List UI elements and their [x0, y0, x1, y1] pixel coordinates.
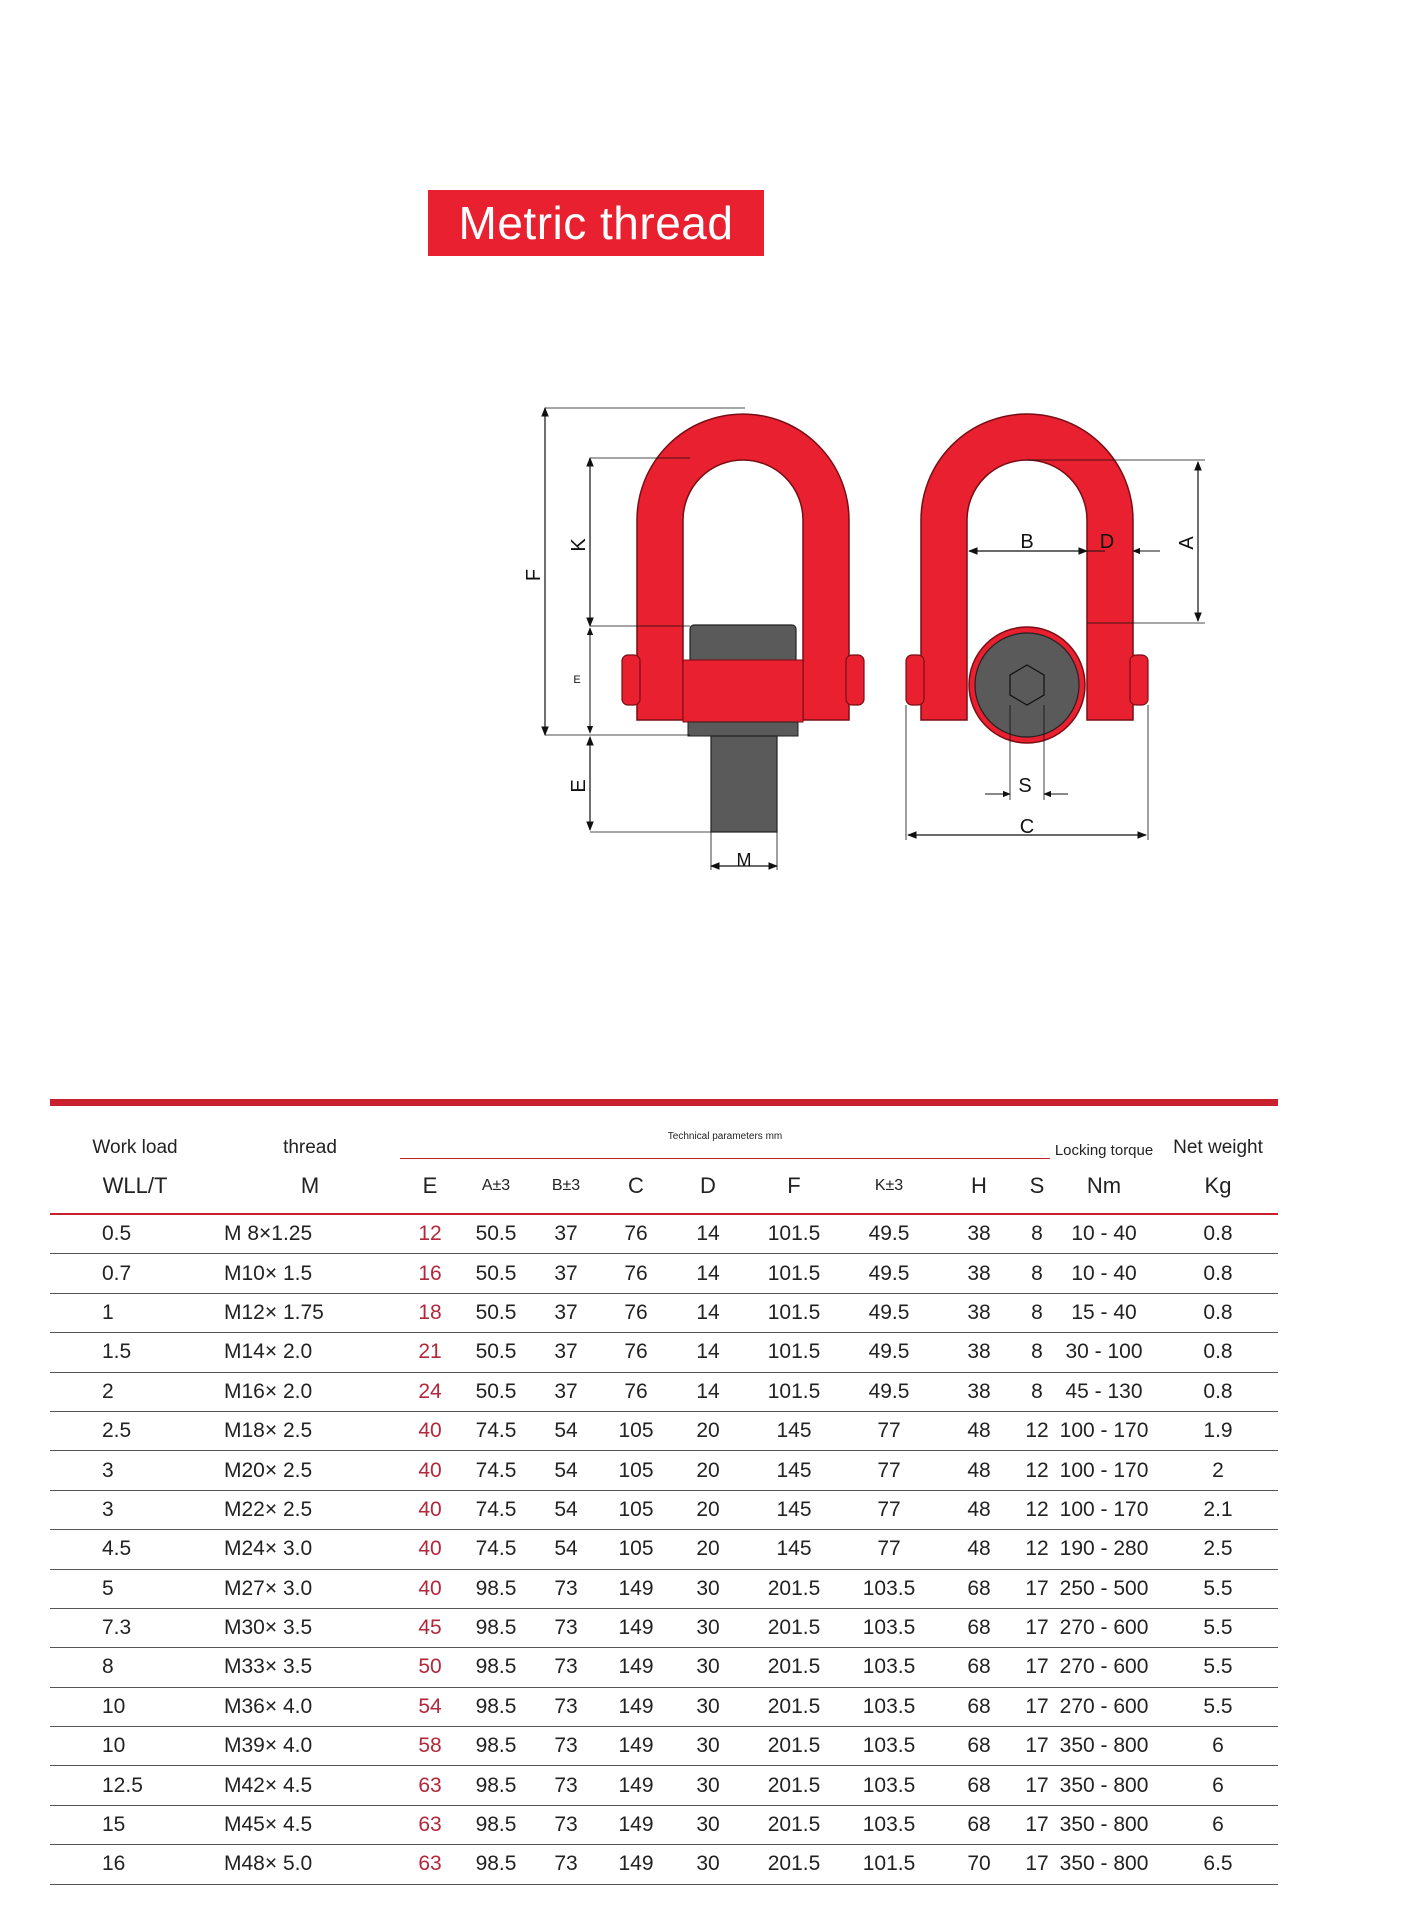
cell-k: 103.5: [844, 1766, 934, 1805]
cell-th: M14× 2.0: [220, 1333, 400, 1372]
cell-wl: 15: [50, 1805, 220, 1844]
cell-th: M42× 4.5: [220, 1766, 400, 1805]
cell-a: 74.5: [460, 1530, 532, 1569]
hdr-k: K±3: [844, 1159, 934, 1215]
cell-h: 68: [934, 1569, 1024, 1608]
cell-e: 40: [400, 1490, 460, 1529]
cell-e: 16: [400, 1254, 460, 1293]
cell-th: M45× 4.5: [220, 1805, 400, 1844]
cell-c: 149: [600, 1766, 672, 1805]
cell-c: 149: [600, 1569, 672, 1608]
cell-k: 77: [844, 1490, 934, 1529]
table-row: [50, 1490, 1278, 1529]
hoist-ring-diagram: [0, 380, 1415, 880]
cell-k: 103.5: [844, 1608, 934, 1647]
cell-a: 50.5: [460, 1293, 532, 1332]
hdr-a: A±3: [460, 1159, 532, 1215]
cell-s: 17: [1024, 1687, 1050, 1726]
cell-b: 37: [532, 1293, 600, 1332]
cell-kg: 6: [1158, 1727, 1278, 1766]
cell-d: 30: [672, 1687, 744, 1726]
cell-wl: 8: [50, 1648, 220, 1687]
table-row: [50, 1648, 1278, 1687]
cell-wl: 5: [50, 1569, 220, 1608]
cell-nm: 270 - 600: [1050, 1687, 1158, 1726]
dim-c-label: C: [1019, 816, 1035, 838]
cell-b: 54: [532, 1411, 600, 1450]
cell-nm: 100 - 170: [1050, 1451, 1158, 1490]
dim-a-label: A: [1176, 536, 1198, 550]
cell-d: 30: [672, 1727, 744, 1766]
cell-k: 49.5: [844, 1333, 934, 1372]
cell-th: M30× 3.5: [220, 1608, 400, 1647]
cell-s: 17: [1024, 1845, 1050, 1884]
cell-kg: 2.1: [1158, 1490, 1278, 1529]
cell-e: 21: [400, 1333, 460, 1372]
hdr-b: B±3: [532, 1159, 600, 1215]
cell-s: 12: [1024, 1451, 1050, 1490]
table-row: [50, 1530, 1278, 1569]
cell-e: 63: [400, 1766, 460, 1805]
cell-th: M24× 3.0: [220, 1530, 400, 1569]
cell-a: 50.5: [460, 1214, 532, 1254]
cell-h: 38: [934, 1333, 1024, 1372]
cell-f: 201.5: [744, 1805, 844, 1844]
cell-kg: 5.5: [1158, 1608, 1278, 1647]
cell-e: 45: [400, 1608, 460, 1647]
cell-c: 105: [600, 1530, 672, 1569]
cell-h: 48: [934, 1490, 1024, 1529]
table-row: [50, 1451, 1278, 1490]
cell-nm: 15 - 40: [1050, 1293, 1158, 1332]
cell-c: 149: [600, 1687, 672, 1726]
hdr-locking-torque: Locking torque: [1054, 1141, 1154, 1159]
cell-k: 103.5: [844, 1727, 934, 1766]
cell-k: 77: [844, 1530, 934, 1569]
cell-e: 24: [400, 1372, 460, 1411]
cell-a: 98.5: [460, 1766, 532, 1805]
dim-b-label: B: [1020, 531, 1034, 553]
cell-kg: 0.8: [1158, 1372, 1278, 1411]
hdr-m: M: [220, 1159, 400, 1215]
table-row: [50, 1254, 1278, 1293]
cell-s: 8: [1024, 1293, 1050, 1332]
cell-b: 73: [532, 1687, 600, 1726]
header-row-1: [50, 1106, 1278, 1159]
cell-wl: 3: [50, 1451, 220, 1490]
cell-d: 30: [672, 1608, 744, 1647]
table-row: [50, 1372, 1278, 1411]
cell-nm: 350 - 800: [1050, 1845, 1158, 1884]
cell-b: 73: [532, 1608, 600, 1647]
cell-d: 14: [672, 1254, 744, 1293]
cell-k: 103.5: [844, 1569, 934, 1608]
cell-s: 8: [1024, 1214, 1050, 1254]
cell-b: 54: [532, 1490, 600, 1529]
cell-a: 98.5: [460, 1608, 532, 1647]
cell-d: 20: [672, 1451, 744, 1490]
cell-s: 17: [1024, 1805, 1050, 1844]
cell-d: 20: [672, 1490, 744, 1529]
cell-e: 40: [400, 1530, 460, 1569]
cell-wl: 7.3: [50, 1608, 220, 1647]
cell-f: 201.5: [744, 1845, 844, 1884]
cell-d: 30: [672, 1648, 744, 1687]
cell-s: 17: [1024, 1608, 1050, 1647]
cell-kg: 0.8: [1158, 1333, 1278, 1372]
cell-nm: 190 - 280: [1050, 1530, 1158, 1569]
hdr-d: D: [672, 1159, 744, 1215]
cell-h: 68: [934, 1648, 1024, 1687]
header-row-2: [50, 1159, 1278, 1215]
cell-kg: 6.5: [1158, 1845, 1278, 1884]
cell-kg: 0.8: [1158, 1254, 1278, 1293]
dim-e-small-label: E: [573, 674, 581, 686]
cell-f: 145: [744, 1411, 844, 1450]
cell-th: M27× 3.0: [220, 1569, 400, 1608]
hdr-thread: thread: [283, 1136, 337, 1158]
cell-c: 76: [600, 1333, 672, 1372]
cell-s: 17: [1024, 1766, 1050, 1805]
cell-d: 20: [672, 1411, 744, 1450]
hdr-f: F: [744, 1159, 844, 1215]
hdr-wll: WLL/T: [50, 1159, 220, 1215]
cell-f: 201.5: [744, 1569, 844, 1608]
cell-nm: 10 - 40: [1050, 1254, 1158, 1293]
cell-kg: 5.5: [1158, 1648, 1278, 1687]
cell-wl: 1.5: [50, 1333, 220, 1372]
cell-e: 18: [400, 1293, 460, 1332]
cell-c: 76: [600, 1372, 672, 1411]
cell-s: 8: [1024, 1333, 1050, 1372]
cell-nm: 350 - 800: [1050, 1805, 1158, 1844]
table-row: [50, 1411, 1278, 1450]
cell-h: 38: [934, 1254, 1024, 1293]
cell-nm: 45 - 130: [1050, 1372, 1158, 1411]
cell-b: 37: [532, 1214, 600, 1254]
cell-th: M16× 2.0: [220, 1372, 400, 1411]
cell-e: 40: [400, 1451, 460, 1490]
cell-k: 103.5: [844, 1805, 934, 1844]
cell-b: 73: [532, 1727, 600, 1766]
cell-s: 8: [1024, 1372, 1050, 1411]
cell-s: 8: [1024, 1254, 1050, 1293]
cell-wl: 1: [50, 1293, 220, 1332]
cell-s: 17: [1024, 1727, 1050, 1766]
cell-th: M36× 4.0: [220, 1687, 400, 1726]
cell-wl: 10: [50, 1727, 220, 1766]
cell-kg: 0.8: [1158, 1293, 1278, 1332]
cell-b: 54: [532, 1451, 600, 1490]
cell-b: 73: [532, 1805, 600, 1844]
cell-th: M33× 3.5: [220, 1648, 400, 1687]
cell-kg: 2.5: [1158, 1530, 1278, 1569]
cell-wl: 12.5: [50, 1766, 220, 1805]
cell-k: 77: [844, 1411, 934, 1450]
cell-kg: 6: [1158, 1805, 1278, 1844]
cell-h: 70: [934, 1845, 1024, 1884]
cell-c: 76: [600, 1293, 672, 1332]
table-row: [50, 1687, 1278, 1726]
cell-h: 48: [934, 1411, 1024, 1450]
cell-wl: 0.5: [50, 1214, 220, 1254]
cell-nm: 270 - 600: [1050, 1608, 1158, 1647]
table-row: [50, 1608, 1278, 1647]
cell-nm: 100 - 170: [1050, 1411, 1158, 1450]
cell-d: 14: [672, 1372, 744, 1411]
table-top-rule: [50, 1099, 1278, 1106]
dim-d-label: D: [1099, 531, 1115, 553]
dim-f-label: F: [523, 568, 545, 582]
cell-wl: 0.7: [50, 1254, 220, 1293]
cell-c: 105: [600, 1490, 672, 1529]
cell-a: 50.5: [460, 1254, 532, 1293]
hdr-kg: Kg: [1158, 1159, 1278, 1215]
cell-c: 76: [600, 1254, 672, 1293]
cell-kg: 2: [1158, 1451, 1278, 1490]
hdr-c: C: [600, 1159, 672, 1215]
cell-wl: 16: [50, 1845, 220, 1884]
cell-s: 12: [1024, 1490, 1050, 1529]
cell-h: 38: [934, 1372, 1024, 1411]
cell-a: 74.5: [460, 1451, 532, 1490]
cell-e: 40: [400, 1411, 460, 1450]
side-view: [523, 408, 864, 870]
cell-b: 73: [532, 1648, 600, 1687]
cell-k: 103.5: [844, 1648, 934, 1687]
cell-k: 49.5: [844, 1372, 934, 1411]
cell-a: 98.5: [460, 1845, 532, 1884]
front-view: [906, 414, 1205, 840]
cell-b: 54: [532, 1530, 600, 1569]
cell-nm: 270 - 600: [1050, 1648, 1158, 1687]
cell-h: 48: [934, 1451, 1024, 1490]
hdr-h: H: [934, 1159, 1024, 1215]
cell-a: 74.5: [460, 1411, 532, 1450]
cell-f: 201.5: [744, 1727, 844, 1766]
cell-k: 101.5: [844, 1845, 934, 1884]
cell-c: 105: [600, 1411, 672, 1450]
table-row: [50, 1333, 1278, 1372]
cell-e: 40: [400, 1569, 460, 1608]
table-row: [50, 1569, 1278, 1608]
spec-table: [50, 1106, 1278, 1885]
cell-d: 30: [672, 1805, 744, 1844]
cell-f: 201.5: [744, 1648, 844, 1687]
hdr-work-load: Work load: [92, 1136, 178, 1158]
cell-wl: 4.5: [50, 1530, 220, 1569]
cell-h: 68: [934, 1766, 1024, 1805]
cell-s: 17: [1024, 1648, 1050, 1687]
cell-k: 103.5: [844, 1687, 934, 1726]
table-row: [50, 1727, 1278, 1766]
cell-a: 50.5: [460, 1372, 532, 1411]
dim-k-label: K: [568, 538, 590, 552]
hdr-s: S: [1024, 1159, 1050, 1215]
cell-h: 68: [934, 1727, 1024, 1766]
cell-wl: 3: [50, 1490, 220, 1529]
cell-f: 145: [744, 1530, 844, 1569]
cell-a: 74.5: [460, 1490, 532, 1529]
cell-f: 101.5: [744, 1214, 844, 1254]
cell-s: 12: [1024, 1530, 1050, 1569]
cell-kg: 6: [1158, 1766, 1278, 1805]
cell-nm: 250 - 500: [1050, 1569, 1158, 1608]
dim-s-label: S: [1018, 775, 1032, 797]
dim-m-label: M: [736, 850, 752, 870]
cell-a: 98.5: [460, 1687, 532, 1726]
cell-b: 73: [532, 1569, 600, 1608]
cell-k: 49.5: [844, 1293, 934, 1332]
cell-b: 73: [532, 1845, 600, 1884]
metric-thread-banner: Metric thread: [428, 190, 764, 256]
cell-k: 77: [844, 1451, 934, 1490]
cell-kg: 5.5: [1158, 1687, 1278, 1726]
cell-f: 101.5: [744, 1333, 844, 1372]
table-row: [50, 1766, 1278, 1805]
cell-d: 30: [672, 1845, 744, 1884]
cell-d: 30: [672, 1569, 744, 1608]
cell-c: 149: [600, 1805, 672, 1844]
cell-b: 37: [532, 1333, 600, 1372]
cell-d: 20: [672, 1530, 744, 1569]
cell-a: 98.5: [460, 1805, 532, 1844]
cell-e: 63: [400, 1845, 460, 1884]
cell-d: 14: [672, 1333, 744, 1372]
cell-c: 105: [600, 1451, 672, 1490]
cell-c: 76: [600, 1214, 672, 1254]
cell-c: 149: [600, 1727, 672, 1766]
cell-b: 37: [532, 1254, 600, 1293]
cell-c: 149: [600, 1845, 672, 1884]
cell-s: 12: [1024, 1411, 1050, 1450]
cell-a: 50.5: [460, 1333, 532, 1372]
cell-e: 12: [400, 1214, 460, 1254]
cell-wl: 10: [50, 1687, 220, 1726]
cell-th: M39× 4.0: [220, 1727, 400, 1766]
cell-f: 201.5: [744, 1766, 844, 1805]
cell-h: 48: [934, 1530, 1024, 1569]
cell-f: 101.5: [744, 1293, 844, 1332]
cell-f: 101.5: [744, 1372, 844, 1411]
cell-nm: 100 - 170: [1050, 1490, 1158, 1529]
cell-a: 98.5: [460, 1569, 532, 1608]
cell-s: 17: [1024, 1569, 1050, 1608]
cell-h: 68: [934, 1608, 1024, 1647]
cell-f: 101.5: [744, 1254, 844, 1293]
cell-th: M20× 2.5: [220, 1451, 400, 1490]
cell-th: M18× 2.5: [220, 1411, 400, 1450]
table-row: [50, 1293, 1278, 1332]
cell-nm: 10 - 40: [1050, 1214, 1158, 1254]
cell-nm: 350 - 800: [1050, 1727, 1158, 1766]
cell-e: 58: [400, 1727, 460, 1766]
cell-f: 201.5: [744, 1687, 844, 1726]
cell-e: 54: [400, 1687, 460, 1726]
cell-k: 49.5: [844, 1214, 934, 1254]
cell-th: M48× 5.0: [220, 1845, 400, 1884]
cell-kg: 5.5: [1158, 1569, 1278, 1608]
cell-th: M 8×1.25: [220, 1214, 400, 1254]
cell-h: 38: [934, 1293, 1024, 1332]
hdr-nm: Nm: [1050, 1159, 1158, 1215]
cell-a: 98.5: [460, 1727, 532, 1766]
cell-th: M12× 1.75: [220, 1293, 400, 1332]
cell-wl: 2.5: [50, 1411, 220, 1450]
cell-d: 14: [672, 1214, 744, 1254]
cell-d: 14: [672, 1293, 744, 1332]
cell-wl: 2: [50, 1372, 220, 1411]
cell-nm: 30 - 100: [1050, 1333, 1158, 1372]
cell-a: 98.5: [460, 1648, 532, 1687]
table-row: [50, 1805, 1278, 1844]
cell-h: 68: [934, 1687, 1024, 1726]
dim-e-label: E: [568, 779, 590, 793]
cell-c: 149: [600, 1608, 672, 1647]
cell-h: 68: [934, 1805, 1024, 1844]
cell-th: M22× 2.5: [220, 1490, 400, 1529]
cell-e: 63: [400, 1805, 460, 1844]
cell-f: 145: [744, 1451, 844, 1490]
hdr-technical-parameters: Technical parameters mm: [400, 1106, 1050, 1159]
cell-c: 149: [600, 1648, 672, 1687]
hdr-e: E: [400, 1159, 460, 1215]
cell-f: 145: [744, 1490, 844, 1529]
cell-kg: 0.8: [1158, 1214, 1278, 1254]
table-row: [50, 1214, 1278, 1254]
cell-d: 30: [672, 1766, 744, 1805]
cell-h: 38: [934, 1214, 1024, 1254]
cell-f: 201.5: [744, 1608, 844, 1647]
cell-nm: 350 - 800: [1050, 1766, 1158, 1805]
hdr-net-weight: Net weight: [1173, 1136, 1263, 1158]
cell-k: 49.5: [844, 1254, 934, 1293]
cell-kg: 1.9: [1158, 1411, 1278, 1450]
cell-b: 73: [532, 1766, 600, 1805]
cell-b: 37: [532, 1372, 600, 1411]
cell-e: 50: [400, 1648, 460, 1687]
table-row: [50, 1845, 1278, 1884]
cell-th: M10× 1.5: [220, 1254, 400, 1293]
